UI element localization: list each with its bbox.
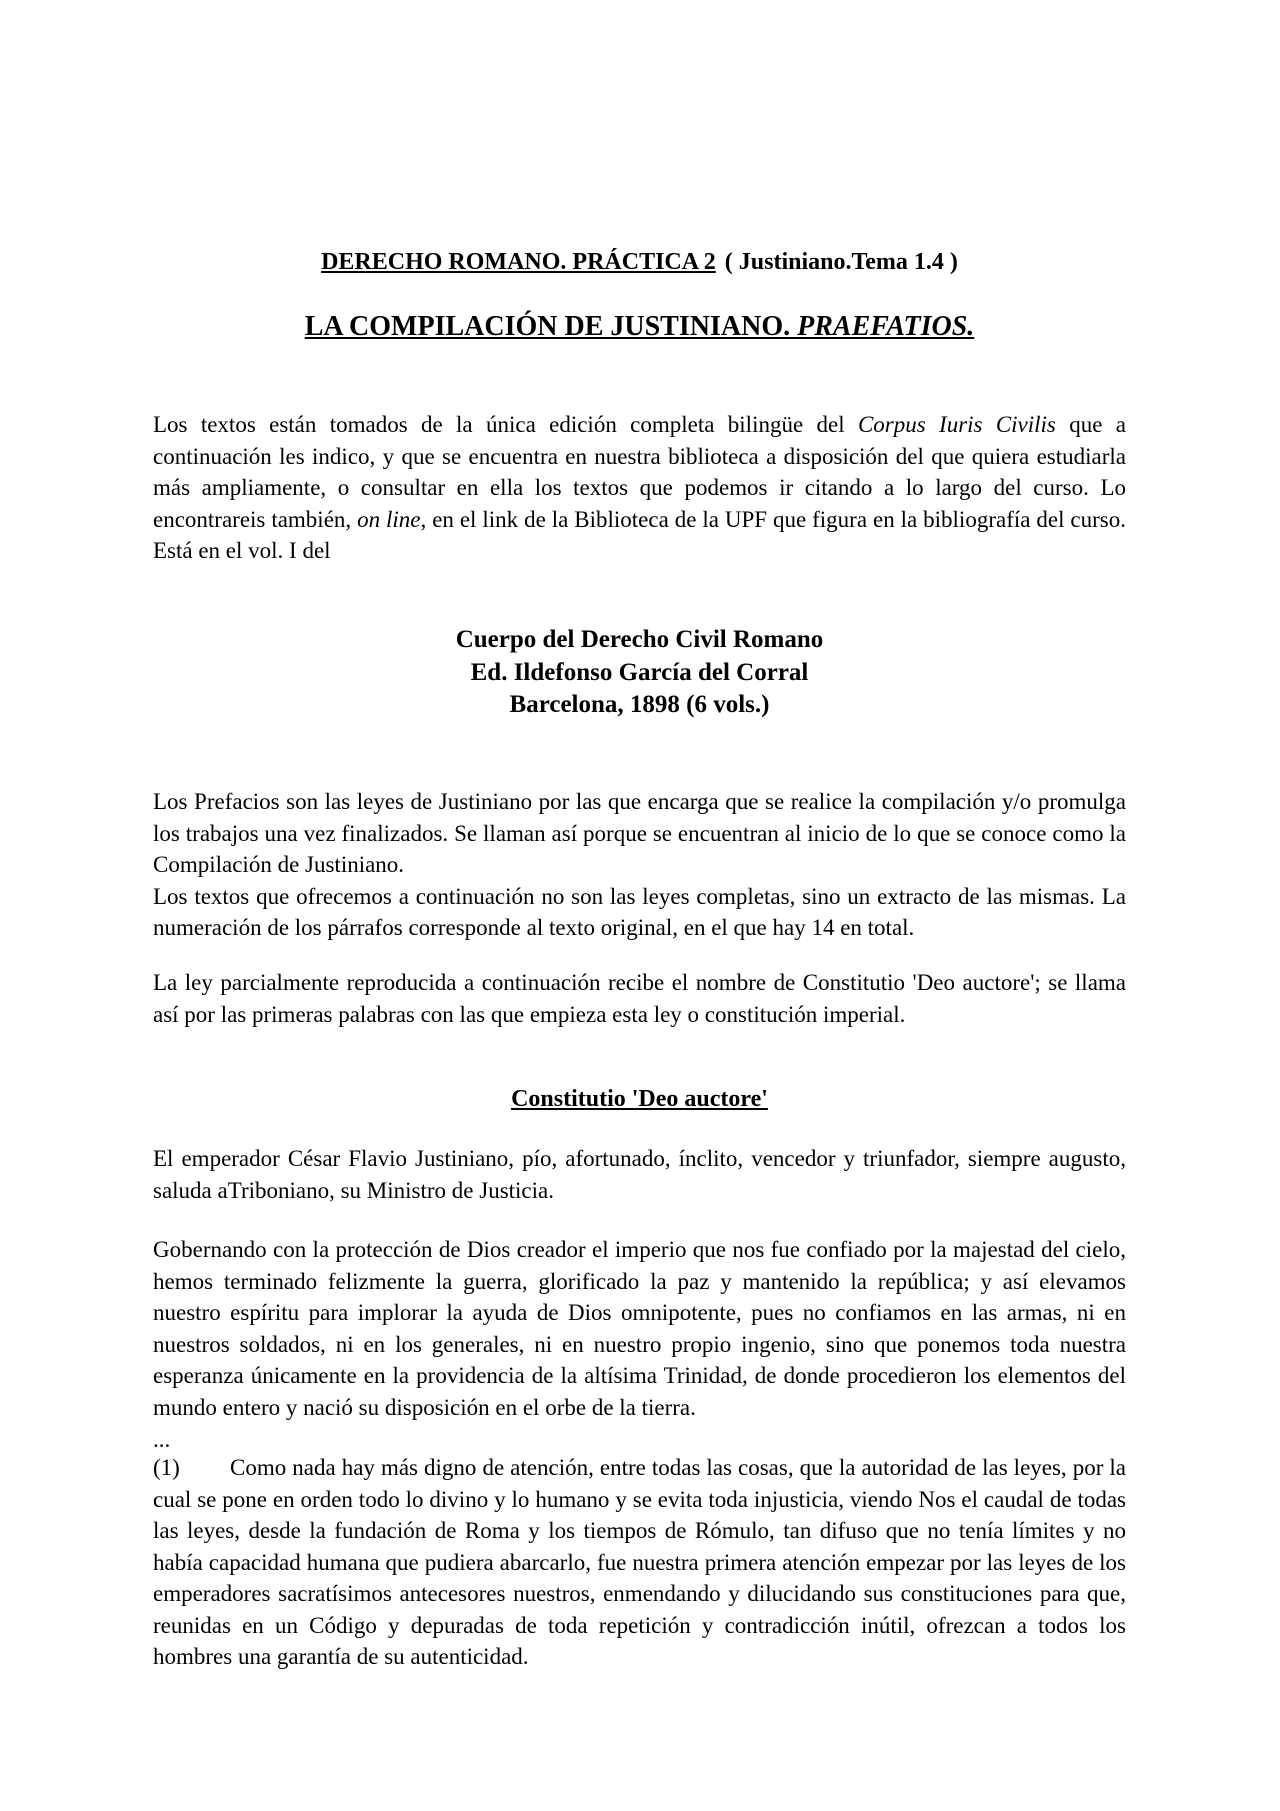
section-heading: Constitutio 'Deo auctore' — [511, 1086, 768, 1112]
ellipsis-line — [153, 1424, 1126, 1456]
main-title-italic: PRAEFATIOS. — [797, 311, 975, 342]
gobernando-text: Gobernando con la protección de Dios creador el imperio que nos fue confiado por la majestad del cielo, hemos terminado felizmente la guerra, glorificado la paz y mantenido la república; y así elevamos nuestro espíritu para implorar la ayuda de Dios omnipotente, pues no confiamos en las armas, ni en nuestros soldados, ni en los generales, ni en nuestro propio ingenio, sino que ponemos toda nuestra esperanza únicamente en la providencia de la altísima Trinidad, de donde procedieron los elementos del mundo entero y nació su disposición en el orbe de la tierra. — [153, 1237, 1126, 1420]
course-tag: ( Justiniano.Tema 1.4 ) — [724, 249, 958, 275]
salutation-text: El emperador César Flavio Justiniano, pío, afortunado, ínclito, vencedor y triunfador, siempre augusto, saluda aTriboniano, su Ministro de Justicia. — [153, 1146, 1126, 1203]
prefacios-paragraph-1: Los Prefacios son las leyes de Justiniano por las que encarga que se realice la compilación y/o promulga los trabajos una vez finalizados. Se llaman así porque se encuentran al inicio de lo que se conoce como la Compilación de Justiniano. — [153, 789, 1126, 877]
on-line-italic: on line — [357, 506, 421, 532]
main-title-line — [153, 308, 1126, 346]
reference-title: Cuerpo del Derecho Civil Romano — [455, 626, 824, 653]
main-title-text: LA COMPILACIÓN DE JUSTINIANO. — [304, 311, 798, 342]
reference-block — [153, 624, 1126, 722]
intro-run-0: Los textos están tomados de la única edición completa bilingüe del — [153, 412, 858, 437]
salutation-paragraph — [153, 1143, 1126, 1206]
main-title — [305, 311, 975, 342]
prefacios-section — [153, 786, 1126, 944]
intro-run-4: , en el link de la Biblioteca de la UPF que figura en la bibliografía del curso. Está en el vol. I del — [153, 506, 1126, 563]
section-heading-line — [153, 1083, 1126, 1115]
corpus-iuris-civilis-italic: Corpus Iuris Civilis — [857, 412, 1056, 437]
prefacios-paragraph-2: Los textos que ofrecemos a continuación no son las leyes completas, sino un extracto de las mismas. La numeración de los párrafos corresponde al texto original, en el que hay 14 en total. — [153, 883, 1126, 940]
intro-run-2: que a continuación les indico, y que se encuentra en nuestra biblioteca a disposición del que quiera estudiarla más ampliamente, o consultar en ella los textos que podemos ir citando a lo largo del curso. Lo encontrareis también, — [153, 412, 1126, 532]
numbered-paragraph-1 — [153, 1452, 1126, 1673]
paragraph-body: Como nada hay más digno de atención, entre todas las cosas, que la autoridad de las leyes, por la cual se pone en orden todo lo divino y lo humano y se evita toda injusticia, viendo Nos el caudal de todas las leyes, desde la fundación de Roma y los tiempos de Rómulo, tan difuso que no tenía límites y no había capacidad humana que pudiera abarcarlo, fue nuestra primera atención empezar por las leyes de los emperadores sacratísimos antecesores nuestros, enmendando y dilucidando sus constituciones para que, reunidas en un Código y depuradas de toda repetición y contradicción inútil, ofrezcan a todos los hombres una garantía de su autenticidad. — [153, 1455, 1126, 1669]
ley-paragraph — [153, 967, 1126, 1030]
numbered-paragraph-1-text — [153, 1452, 1126, 1673]
course-title-line — [153, 246, 1126, 278]
reference-publication: Barcelona, 1898 (6 vols.) — [509, 691, 770, 718]
ley-text: La ley parcialmente reproducida a continuación recibe el nombre de Constitutio 'Deo auctore'; se llama así por las primeras palabras con las que empieza esta ley o constitución imperial. — [153, 970, 1126, 1027]
reference-editor: Ed. Ildefonso García del Corral — [470, 658, 809, 686]
ellipsis-text: ... — [153, 1427, 171, 1452]
paragraph-number: (1) — [153, 1455, 180, 1480]
intro-text — [153, 409, 1126, 567]
gobernando-paragraph — [153, 1234, 1126, 1423]
course-title: DERECHO ROMANO. PRÁCTICA 2 — [321, 249, 716, 275]
intro-paragraph — [153, 409, 1126, 567]
